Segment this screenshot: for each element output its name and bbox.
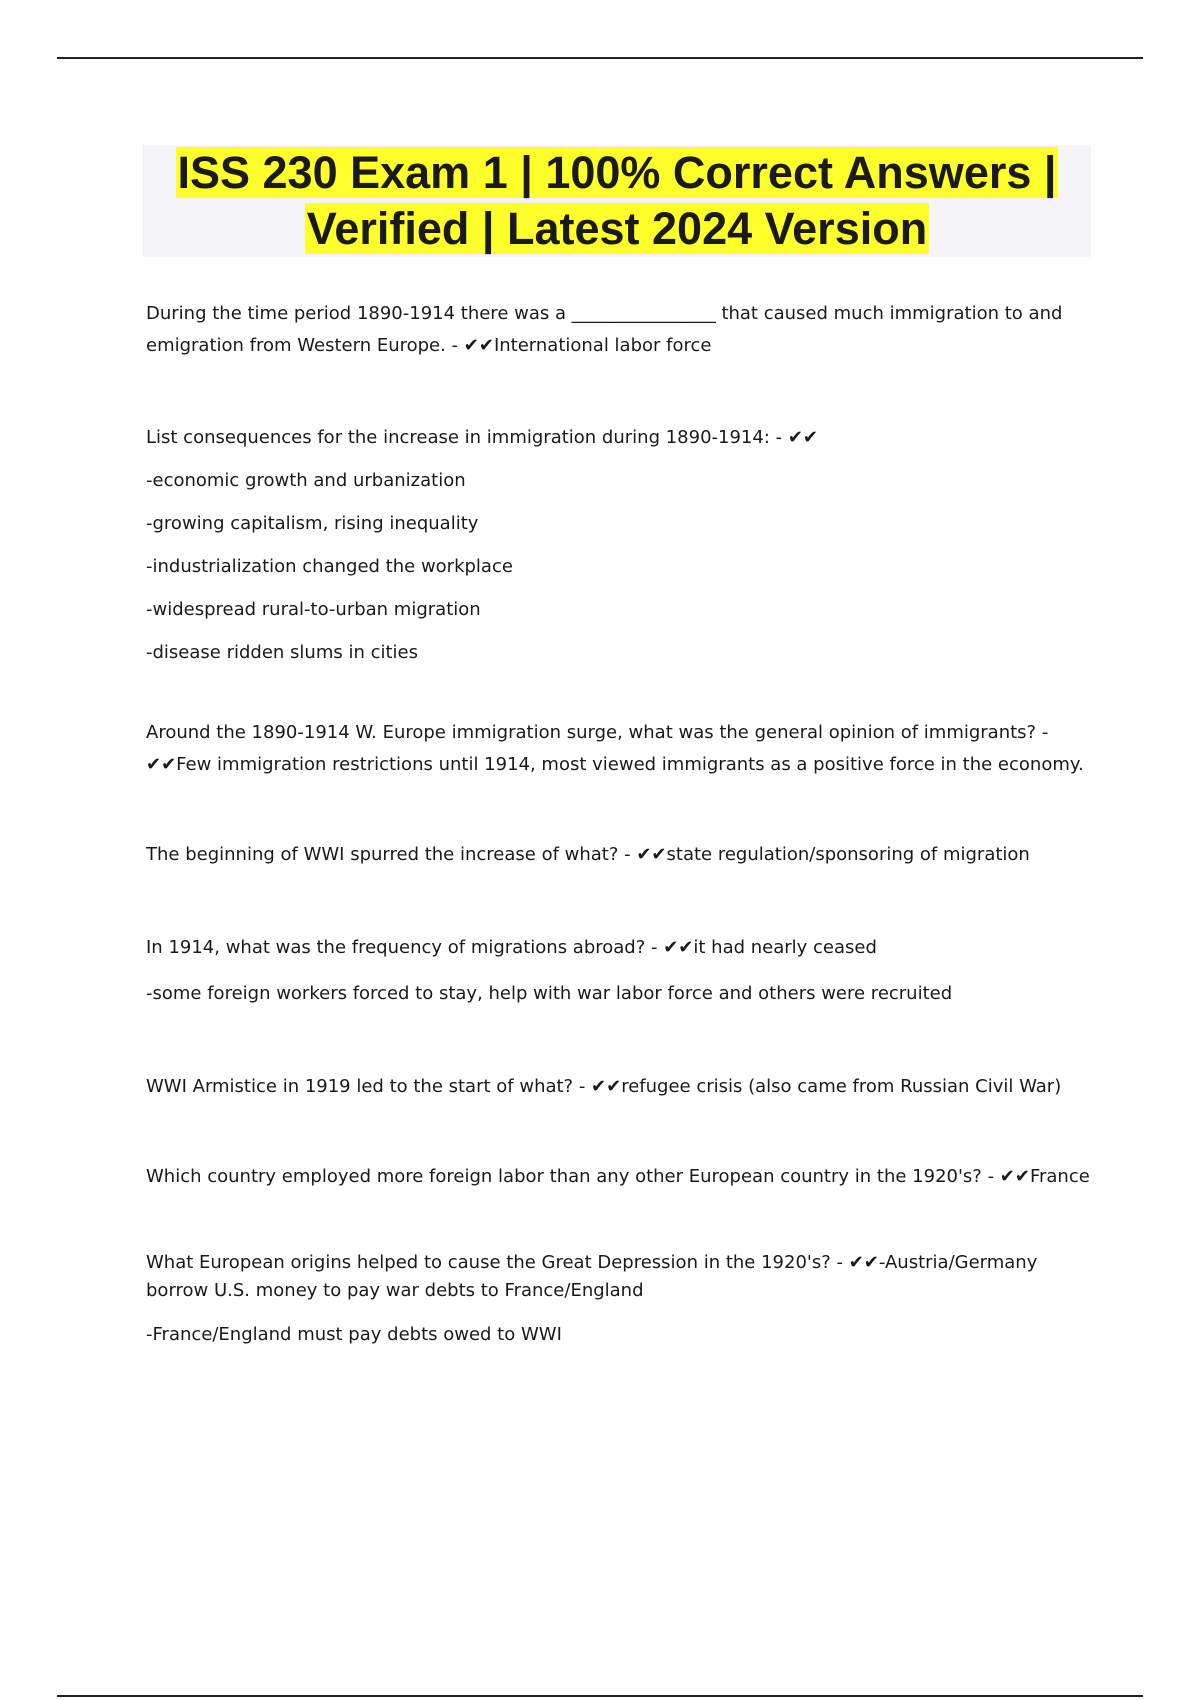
answer-line: -growing capitalism, rising inequality bbox=[146, 513, 479, 534]
qa-item-6 bbox=[146, 1071, 1096, 1103]
qa-item-4 bbox=[146, 839, 1096, 871]
answer-line: -widespread rural-to-urban migration bbox=[146, 599, 481, 620]
question-text: List consequences for the increase in immigration during 1890-1914: - ✔✔ bbox=[146, 427, 818, 448]
qa-item-1 bbox=[146, 298, 1096, 362]
document-body bbox=[146, 298, 1096, 1411]
answer-line: -economic growth and urbanization bbox=[146, 470, 466, 491]
answer-line: -disease ridden slums in cities bbox=[146, 642, 418, 663]
answer-line: -some foreign workers forced to stay, help with war labor force and others were recruited bbox=[146, 983, 953, 1004]
title-highlight: ISS 230 Exam 1 | 100% Correct Answers | Verified | Latest 2024 Version bbox=[177, 147, 1057, 254]
bottom-rule bbox=[57, 1695, 1143, 1697]
question-text: What European origins helped to cause the Great Depression in the 1920's? - ✔✔-Austria/Germany borrow U.S. money to pay war debts to France/England bbox=[146, 1252, 1038, 1301]
qa-item-2 bbox=[146, 422, 1096, 669]
qa-item-8 bbox=[146, 1249, 1096, 1351]
question-text: Around the 1890-1914 W. Europe immigration surge, what was the general opinion of immigrants? - ✔✔Few immigration restrictions until 1914, most viewed immigrants as a positive force in the economy. bbox=[146, 722, 1084, 775]
question-text: The beginning of WWI spurred the increase of what? - ✔✔state regulation/sponsoring of migration bbox=[146, 844, 1030, 865]
question-text: During the time period 1890-1914 there was a ________________ that caused much immigration to and emigration from Western Europe. - ✔✔International labor force bbox=[146, 303, 1063, 356]
qa-item-3 bbox=[146, 717, 1096, 781]
answer-line: -industrialization changed the workplace bbox=[146, 556, 513, 577]
question-text: WWI Armistice in 1919 led to the start of what? - ✔✔refugee crisis (also came from Russian Civil War) bbox=[146, 1076, 1062, 1097]
question-text: In 1914, what was the frequency of migrations abroad? - ✔✔it had nearly ceased bbox=[146, 937, 877, 958]
answer-line: -France/England must pay debts owed to WWI bbox=[146, 1324, 562, 1345]
question-text: Which country employed more foreign labor than any other European country in the 1920's? - ✔✔France bbox=[146, 1166, 1090, 1187]
document-title bbox=[143, 145, 1091, 257]
qa-item-5 bbox=[146, 932, 1096, 1010]
top-rule bbox=[57, 57, 1143, 59]
qa-item-7 bbox=[146, 1161, 1096, 1193]
